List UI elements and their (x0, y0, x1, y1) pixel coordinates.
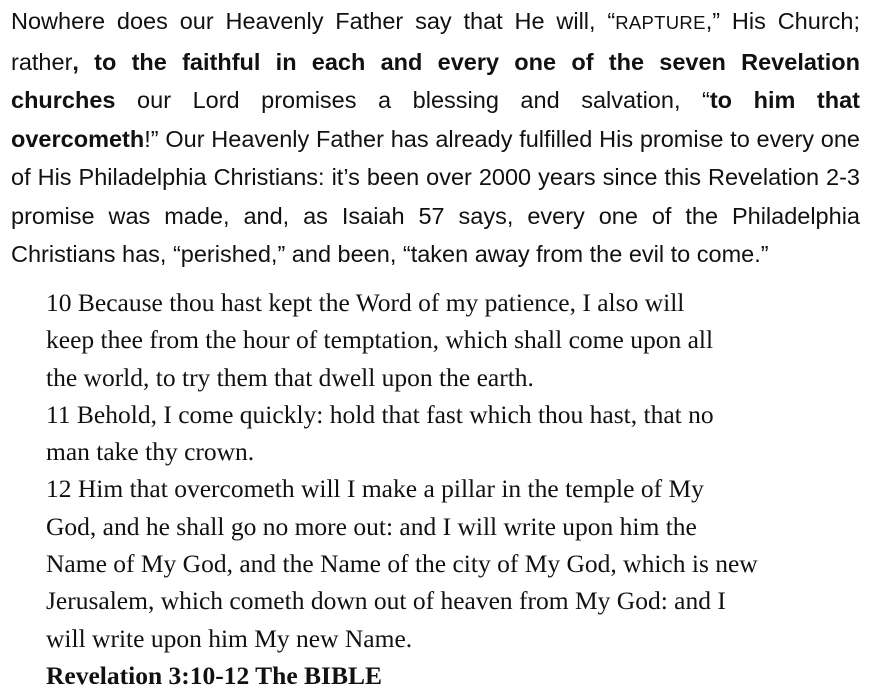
verse-line: 10 Because thou hast kept the Word of my patience, I also will (46, 288, 685, 317)
verse-line: 11 Behold, I come quickly: hold that fast which thou hast, that no (46, 399, 714, 429)
commentary-paragraph (11, 2, 860, 274)
verse-line: man take thy crown. (46, 437, 255, 467)
scripture-quote (46, 284, 846, 694)
paragraph-text-4: !” Our Heavenly Father has already fulfilled His promise to every one of His Philadelphia Christians: it’s been over 2000 years since this Revelation 2-3 promise was made, and, as Isaiah 57 says, every one of the Philadelphia Christians has, “perished,” and been, “taken away from the evil to come.” (11, 125, 860, 267)
verse-line: Jerusalem, which cometh down out of heaven from My God: and I (46, 586, 726, 616)
verse-line: God, and he shall go no more out: and I will write upon him the (46, 511, 697, 541)
verse-line: Name of My God, and the Name of the city of My God, which is new (46, 549, 758, 579)
paragraph-text-2: ,” His Church; rather (11, 8, 860, 75)
verse-line: keep thee from the hour of temptation, which shall come upon all (46, 325, 714, 355)
verse-line: 12 Him that overcometh will I make a pillar in the temple of My (46, 474, 704, 504)
paragraph-text-3: our Lord promises a blessing and salvation, “ (115, 87, 710, 113)
overcometh-bold: to him that overcometh (11, 87, 860, 152)
rapture-small-caps: RAPTURE (615, 12, 706, 33)
scripture-citation: Revelation 3:10-12 The BIBLE (46, 660, 383, 690)
paragraph-text-1: Nowhere does our Heavenly Father say that He will, “ (11, 8, 616, 34)
faithful-churches-bold: , to the faithful in each and every one of the seven Revelation churches (11, 48, 860, 113)
verse-line: will write upon him My new Name. (46, 623, 413, 653)
verse-line: the world, to try them that dwell upon the earth. (46, 362, 534, 392)
